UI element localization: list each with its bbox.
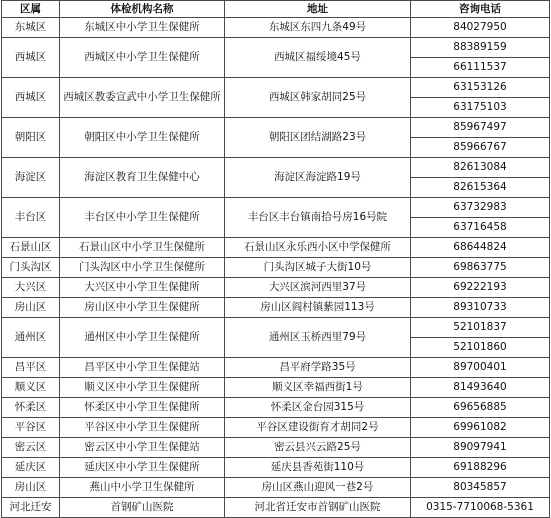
address-cell: 顺义区幸福西街1号 — [225, 378, 411, 398]
table-row — [2, 38, 550, 78]
phone-number: 89310733 — [453, 301, 507, 313]
phone-number: 85967497 — [453, 121, 507, 133]
phone-number: 88389159 — [453, 41, 507, 53]
table-row — [2, 498, 550, 518]
institution-name-cell: 燕山中小学卫生保健所 — [60, 478, 225, 498]
table-header — [2, 1, 550, 18]
institution-name-cell: 平谷区中小学卫生保健所 — [60, 418, 225, 438]
district-cell: 延庆区 — [2, 458, 60, 478]
phone-number: 63153126 — [453, 81, 507, 93]
institution-name-cell: 怀柔区中小学卫生保健所 — [60, 398, 225, 418]
phone-number: 0315-7710068-5361 — [426, 501, 534, 513]
header-district: 区属 — [2, 1, 60, 18]
phone-number: 69961082 — [453, 421, 507, 433]
phone-number: 81493640 — [453, 381, 507, 393]
address-cell: 昌平府学路35号 — [225, 358, 411, 378]
table-row — [2, 158, 550, 198]
phone-number: 69222193 — [453, 281, 507, 293]
table-body — [2, 18, 550, 518]
address-cell: 门头沟区城子大街10号 — [225, 258, 411, 278]
phone-cell — [411, 238, 550, 258]
phone-cell — [411, 78, 550, 118]
institution-name-cell: 东城区中小学卫生保健所 — [60, 18, 225, 38]
district-cell: 密云区 — [2, 438, 60, 458]
address-cell: 通州区玉桥西里79号 — [225, 318, 411, 358]
phone-cell — [411, 418, 550, 438]
table-row — [2, 358, 550, 378]
phone-cell — [411, 398, 550, 418]
table-row — [2, 438, 550, 458]
header-row — [2, 1, 550, 18]
phone-number: 69656885 — [453, 401, 507, 413]
phone-number: 68644824 — [453, 241, 507, 253]
address-cell: 朝阳区团结湖路23号 — [225, 118, 411, 158]
address-cell: 海淀区海淀路19号 — [225, 158, 411, 198]
phone-cell — [411, 378, 550, 398]
district-cell: 西城区 — [2, 38, 60, 78]
table-row — [2, 458, 550, 478]
table-row — [2, 418, 550, 438]
district-cell: 房山区 — [2, 478, 60, 498]
district-cell: 门头沟区 — [2, 258, 60, 278]
phone-number: 52101860 — [411, 337, 549, 357]
address-cell: 西城区福绥境45号 — [225, 38, 411, 78]
address-cell: 密云县兴云路25号 — [225, 438, 411, 458]
phone-cell — [411, 278, 550, 298]
table-row — [2, 378, 550, 398]
phone-number: 84027950 — [453, 21, 507, 33]
phone-cell — [411, 38, 550, 78]
institution-name-cell: 房山区中小学卫生保健所 — [60, 298, 225, 318]
address-cell: 大兴区滨河西里37号 — [225, 278, 411, 298]
institution-name-cell: 朝阳区中小学卫生保健所 — [60, 118, 225, 158]
phone-number: 63175103 — [411, 97, 549, 117]
address-cell: 东城区东四九条49号 — [225, 18, 411, 38]
institution-name-cell: 延庆区中小学卫生保健所 — [60, 458, 225, 478]
phone-cell — [411, 258, 550, 278]
district-cell: 怀柔区 — [2, 398, 60, 418]
table-row — [2, 198, 550, 238]
phone-cell — [411, 198, 550, 238]
address-cell: 房山区阎村镇紫园113号 — [225, 298, 411, 318]
phone-cell — [411, 158, 550, 198]
institution-name-cell: 昌平区中小学卫生保健站 — [60, 358, 225, 378]
institution-name-cell: 顺义区中小学卫生保健所 — [60, 378, 225, 398]
header-institution-name: 体检机构名称 — [60, 1, 225, 18]
institution-name-cell: 石景山区中小学卫生保健所 — [60, 238, 225, 258]
district-cell: 海淀区 — [2, 158, 60, 198]
district-cell: 平谷区 — [2, 418, 60, 438]
table-row — [2, 78, 550, 118]
phone-number: 63716458 — [411, 217, 549, 237]
institution-name-cell: 门头沟区中小学卫生保健所 — [60, 258, 225, 278]
table-row — [2, 278, 550, 298]
institution-name-cell: 首钢矿山医院 — [60, 498, 225, 518]
phone-cell — [411, 478, 550, 498]
phone-cell — [411, 458, 550, 478]
table-row — [2, 238, 550, 258]
district-cell: 通州区 — [2, 318, 60, 358]
table-row — [2, 298, 550, 318]
phone-number: 63732983 — [453, 201, 507, 213]
district-cell: 东城区 — [2, 18, 60, 38]
institution-name-cell: 通州区中小学卫生保健所 — [60, 318, 225, 358]
phone-number: 69188296 — [453, 461, 507, 473]
header-address: 地址 — [225, 1, 411, 18]
table-row — [2, 18, 550, 38]
address-cell: 房山区燕山迎风一巷2号 — [225, 478, 411, 498]
phone-number: 89700401 — [453, 361, 507, 373]
phone-number: 82615364 — [411, 177, 549, 197]
institution-name-cell: 海淀区教育卫生保健中心 — [60, 158, 225, 198]
institution-name-cell: 西城区教委宣武中小学卫生保健所 — [60, 78, 225, 118]
phone-number: 66111537 — [411, 57, 549, 77]
address-cell: 怀柔区金台园315号 — [225, 398, 411, 418]
phone-number: 80345857 — [453, 481, 507, 493]
institution-name-cell: 丰台区中小学卫生保健所 — [60, 198, 225, 238]
address-cell: 丰台区丰台镇南拾号房16号院 — [225, 198, 411, 238]
address-cell: 石景山区永乐西小区中学保健所 — [225, 238, 411, 258]
phone-cell — [411, 298, 550, 318]
address-cell: 延庆县香苑街110号 — [225, 458, 411, 478]
address-cell: 西城区韩家胡同25号 — [225, 78, 411, 118]
institution-name-cell: 密云区中小学卫生保健站 — [60, 438, 225, 458]
district-cell: 朝阳区 — [2, 118, 60, 158]
table-row — [2, 478, 550, 498]
address-cell: 平谷区建设街育才胡同2号 — [225, 418, 411, 438]
table-row — [2, 318, 550, 358]
institution-name-cell: 西城区中小学卫生保健所 — [60, 38, 225, 78]
phone-cell — [411, 498, 550, 518]
phone-cell — [411, 358, 550, 378]
district-cell: 河北迁安 — [2, 498, 60, 518]
phone-cell — [411, 118, 550, 158]
phone-number: 52101837 — [453, 321, 507, 333]
phone-number: 69863775 — [453, 261, 507, 273]
phone-number: 85966767 — [411, 137, 549, 157]
phone-cell — [411, 438, 550, 458]
district-cell: 丰台区 — [2, 198, 60, 238]
district-cell: 顺义区 — [2, 378, 60, 398]
address-cell: 河北省迁安市首钢矿山医院 — [225, 498, 411, 518]
phone-cell — [411, 318, 550, 358]
table-row — [2, 398, 550, 418]
district-cell: 大兴区 — [2, 278, 60, 298]
district-cell: 昌平区 — [2, 358, 60, 378]
phone-number: 82613084 — [453, 161, 507, 173]
institution-name-cell: 大兴区中小学卫生保健所 — [60, 278, 225, 298]
district-cell: 西城区 — [2, 78, 60, 118]
health-checkup-institutions-table — [1, 0, 550, 518]
district-cell: 石景山区 — [2, 238, 60, 258]
phone-number: 89097941 — [453, 441, 507, 453]
phone-cell — [411, 18, 550, 38]
district-cell: 房山区 — [2, 298, 60, 318]
table-row — [2, 258, 550, 278]
header-phone: 咨询电话 — [411, 1, 550, 18]
table-row — [2, 118, 550, 158]
